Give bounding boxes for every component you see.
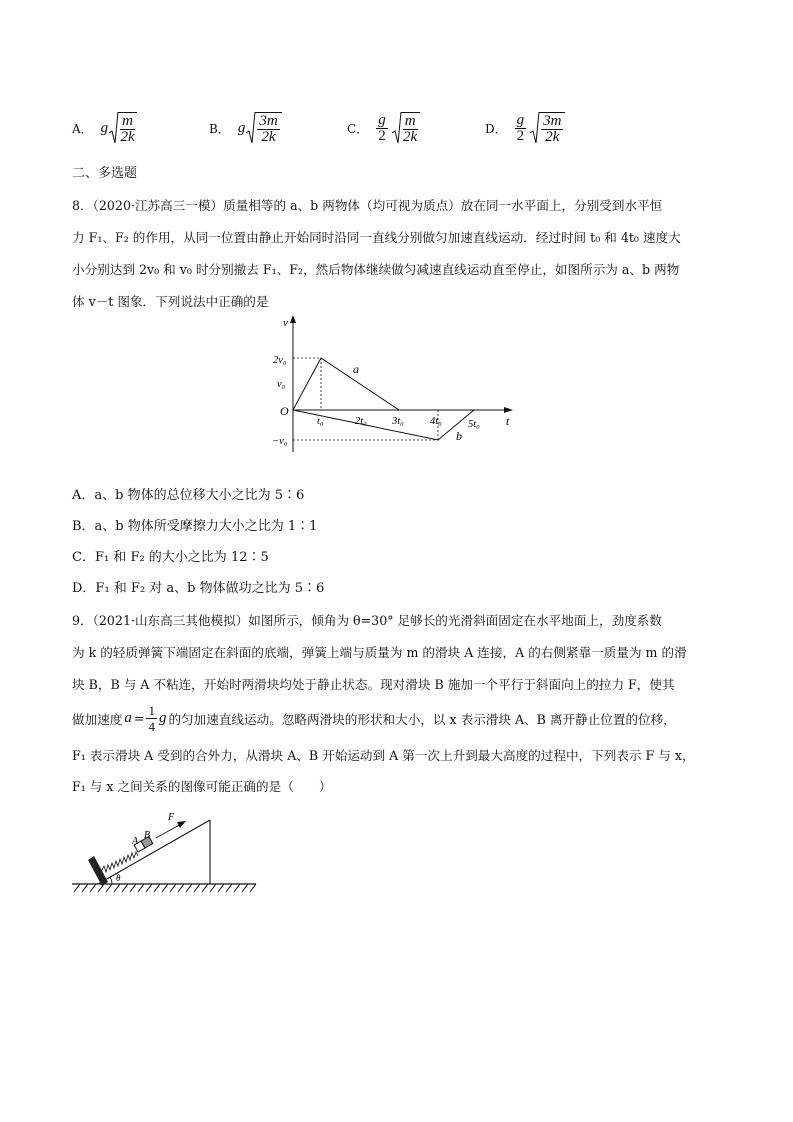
- rad-numerator: m: [122, 112, 134, 129]
- y-label-minus-v0: −v₀: [272, 436, 288, 447]
- x-label-4t0: 4t₀: [430, 416, 442, 427]
- q8-option-a: A．a、b 物体的总位移大小之比为 5∶6: [72, 488, 305, 503]
- angle-arc: [110, 877, 112, 884]
- q9-line-5: F₁ 表示滑块 A 受到的合外力，从滑块 A、B 开始运动到 A 第一次上升到最大高度的过程中，下列表示 F 与 x，: [72, 748, 695, 763]
- q8-line-4: 体 v－t 图象．下列说法中正确的是: [72, 294, 269, 309]
- rad-denominator: 2k: [545, 128, 560, 145]
- q9-line-2: 为 k 的轻质弹簧下端固定在斜面的底端，弹簧上端与质量为 m 的滑块 A 连接，A 的右侧紧靠一质量为 m 的滑: [72, 645, 687, 660]
- rad-numerator: m: [404, 112, 416, 129]
- series-label-b: b: [456, 429, 462, 443]
- coef-numerator: g: [516, 111, 525, 128]
- q9-line-6: F₁ 与 x 之间关系的图像可能正确的是（ ）: [72, 779, 332, 794]
- coef-numerator: g: [378, 111, 386, 128]
- gravity-symbol: g: [158, 709, 167, 726]
- q7-option-d: [485, 106, 565, 150]
- x-label-t0: t₀: [317, 416, 324, 427]
- q9-line-4-suffix: 的匀加速直线运动。忽略两滑块的形状和大小，以 x 表示滑块 A、B 离开静止位置的位移，: [168, 711, 676, 727]
- y-label-2v0: 2v₀: [273, 355, 287, 366]
- q9-line-1: 9．（2021·山东高三其他模拟）如图所示，倾角为 θ=30° 足够长的光滑斜面固定在水平地面上，劲度系数: [72, 613, 662, 628]
- force-arrowhead-icon: [177, 821, 186, 828]
- q8-line-3: 小分别达到 2v₀ 和 v₀ 时分别撤去 F₁、F₂，然后物体继续做匀减速直线运动直至停止，如图所示为 a、b 两物: [72, 262, 680, 277]
- coef-fraction: [376, 113, 388, 144]
- sqrt-expression: [245, 111, 281, 145]
- origin-label: O: [280, 404, 289, 418]
- force-arrow: [156, 824, 181, 838]
- option-label: B．: [209, 121, 230, 136]
- accel-fraction-num: 1: [148, 702, 155, 718]
- q9-line-3: 块 B，B 与 A 不粘连，开始时两滑块均处于静止状态。现对滑块 B 施加一个平行于斜面向上的拉力 F，使其: [72, 677, 675, 692]
- coef-g: g: [237, 119, 246, 136]
- label-f: F: [168, 812, 175, 823]
- q9-line-4-prefix: 做加速度: [72, 711, 123, 727]
- q7-option-c: [347, 106, 420, 150]
- x-label-5t0: 5t₀: [468, 419, 480, 430]
- q8-option-d: D．F₁ 和 F₂ 对 a、b 物体做功之比为 5∶6: [72, 581, 325, 596]
- rad-numerator: 3m: [543, 112, 562, 129]
- spring-icon: [101, 852, 138, 872]
- accel-fraction-den: 4: [148, 718, 155, 734]
- q9-line-4: [72, 700, 676, 736]
- radical-sign-icon: [108, 111, 118, 145]
- line-a: [293, 358, 399, 410]
- rad-numerator: 3m: [259, 112, 278, 129]
- option-label: A．: [72, 121, 93, 136]
- rad-denominator: 2k: [403, 128, 418, 145]
- t-axis-label: t: [506, 414, 510, 428]
- q8-option-c: C．F₁ 和 F₂ 的大小之比为 12∶5: [72, 550, 269, 565]
- v-axis-label: v: [283, 317, 288, 329]
- y-label-v0: v₀: [277, 379, 286, 390]
- x-label-2t0: 2t₀: [355, 416, 367, 427]
- accel-fraction: [146, 703, 157, 734]
- v-axis-arrow-icon: [290, 315, 296, 323]
- q8-line-2: 力 F₁、F₂ 的作用，从同一位置由静止开始同时沿同一直线分别做匀加速直线运动．经过时间 t₀ 和 4t₀ 速度大: [72, 230, 681, 245]
- t-axis-arrow-icon: [504, 407, 513, 413]
- radical-sign-icon: [529, 111, 539, 145]
- equals-sign: =: [133, 710, 145, 726]
- q7-option-b: [209, 106, 282, 150]
- label-b: B: [144, 830, 151, 841]
- coef-g: g: [100, 119, 109, 136]
- option-label: C．: [347, 121, 369, 136]
- sqrt-expression: [391, 111, 420, 145]
- coef-denominator: 2: [378, 127, 386, 144]
- q8-option-b: B．a、b 物体所受摩擦力大小之比为 1∶1: [72, 519, 318, 534]
- series-label-a: a: [353, 362, 359, 376]
- rad-denominator: 2k: [120, 128, 135, 145]
- spring-wall: [88, 856, 108, 886]
- radical-sign-icon: [245, 111, 255, 145]
- ground-hatching: [74, 884, 256, 892]
- label-theta: θ: [116, 873, 121, 883]
- sqrt-expression: [108, 111, 137, 145]
- label-a: A: [132, 836, 139, 847]
- accel-symbol: a: [124, 709, 132, 726]
- option-label: D．: [485, 121, 507, 136]
- coef-fraction: [515, 113, 527, 144]
- incline-surface: [98, 820, 210, 884]
- coef-denominator: 2: [516, 127, 525, 144]
- section-title: 二、多选题: [72, 166, 138, 181]
- sqrt-expression: [529, 111, 565, 145]
- q8-line-1: 8．（2020·江苏高三一模）质量相等的 a、b 两物体（均可视为质点）放在同一水平面上，分别受到水平恒: [72, 198, 663, 213]
- rad-denominator: 2k: [261, 128, 276, 145]
- radical-sign-icon: [391, 111, 401, 145]
- incline-figure: [68, 808, 258, 898]
- x-label-3t0: 3t₀: [392, 416, 404, 427]
- q7-options-row: [72, 106, 772, 150]
- vt-graph: [272, 312, 520, 457]
- q7-option-a: [72, 106, 137, 150]
